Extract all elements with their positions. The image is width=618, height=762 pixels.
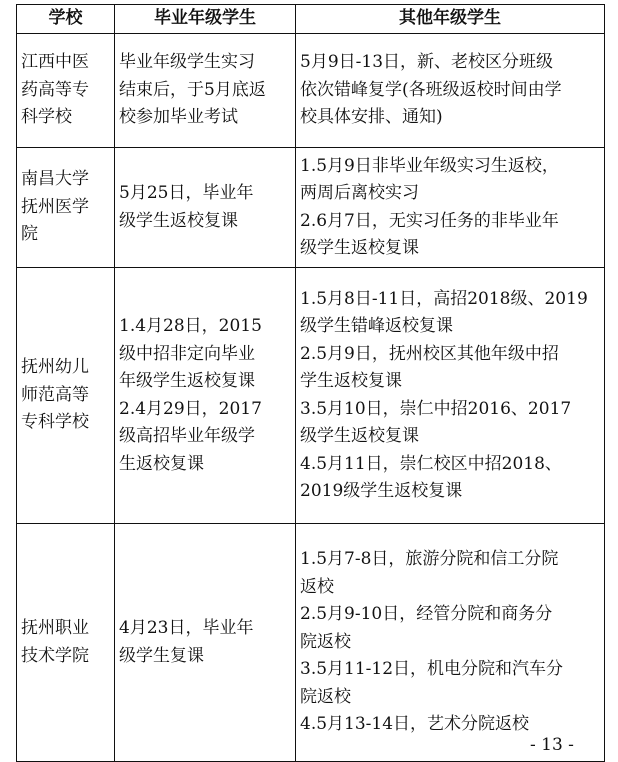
cell-line: 南昌大学 [21,169,89,190]
cell-line: 级学生返校复课 [300,426,419,446]
cell-line: 生返校复课 [119,453,204,474]
cell-line: 级学生返校复课 [119,210,238,231]
cell-line: 1.5月7-8日，旅游分院和信工分院 [300,549,559,570]
cell-line: 2.5月9-10日，经管分院和商务分 [300,604,553,625]
cell-line: 抚州医学 [21,196,89,217]
cell-line: 3.5月11-12日，机电分院和汽车分 [300,659,564,680]
cell-line: 两周后离校实习 [300,183,419,203]
cell-line: 依次错峰复学(各班级返校时间由学 [300,79,562,100]
table-row [17,148,605,268]
cell-line: 抚州职业 [21,618,89,638]
cell-line: 级学生错峰返校复课 [300,316,453,336]
graduating-cell [115,524,296,762]
cell-line: 返校 [300,576,334,597]
other-cell [296,148,605,268]
cell-line: 院返校 [300,686,351,707]
cell-line: 师范高等 [21,384,89,405]
header-school: 学校 [17,5,115,34]
cell-line: 毕业年级学生实习 [119,52,255,73]
cell-line: 结束后，于5月底返 [119,79,266,100]
other-cell [296,524,605,762]
cell-line: 院 [21,224,38,245]
table-row [17,524,605,762]
cell-line: 2.4月29日，2017 [119,398,262,419]
school-cell [17,148,115,268]
school-cell [17,34,115,148]
cell-line: 级学生返校复课 [300,238,419,258]
cell-line: 1.5月8日-11日，高招2018级、2019 [300,288,588,309]
table-row [17,34,605,148]
cell-line: 抚州幼儿 [21,357,89,378]
cell-line: 4.5月11日，崇仁校区中招2018、 [300,453,562,474]
cell-line: 学生返校复课 [300,371,402,391]
cell-line: 级学生复课 [119,645,204,666]
graduating-cell [115,34,296,148]
graduating-cell [115,268,296,524]
cell-line: 2.5月9日，抚州校区其他年级中招 [300,343,559,364]
cell-line: 技术学院 [21,645,89,666]
cell-line: 3.5月10日，崇仁中招2016、2017 [300,398,572,419]
cell-line: 校具体安排、通知) [300,107,443,128]
cell-line: 1.5月9日非毕业年级实习生返校， [300,155,559,176]
table-header-row [17,5,605,34]
cell-line: 专科学校 [21,412,89,433]
cell-line: 院返校 [300,631,351,652]
cell-line: 2.6月7日，无实习任务的非毕业年 [300,210,559,231]
cell-line: 级高招毕业年级学 [119,426,255,446]
cell-line: 5月9日-13日，新、老校区分班级 [300,52,554,73]
cell-line: 年级学生返校复课 [119,371,255,391]
page-number: - 13 - [530,735,574,755]
cell-line: 1.4月28日，2015 [119,316,262,336]
cell-line: 科学校 [21,107,72,128]
school-cell [17,268,115,524]
cell-line: 校参加毕业考试 [119,107,238,128]
school-return-table [16,4,605,762]
cell-line: 药高等专 [21,79,89,100]
cell-line: 4月23日，毕业年 [119,618,254,638]
graduating-cell [115,148,296,268]
header-other: 其他年级学生 [296,5,605,34]
cell-line: 级中招非定向毕业 [119,343,255,364]
cell-line: 4.5月13-14日，艺术分院返校 [300,714,530,735]
other-cell [296,34,605,148]
cell-line: 江西中医 [21,52,89,73]
other-cell [296,268,605,524]
header-graduating: 毕业年级学生 [115,5,296,34]
cell-line: 5月25日，毕业年 [119,183,254,203]
school-cell [17,524,115,762]
cell-line: 2019级学生返校复课 [300,481,463,501]
table-row [17,268,605,524]
